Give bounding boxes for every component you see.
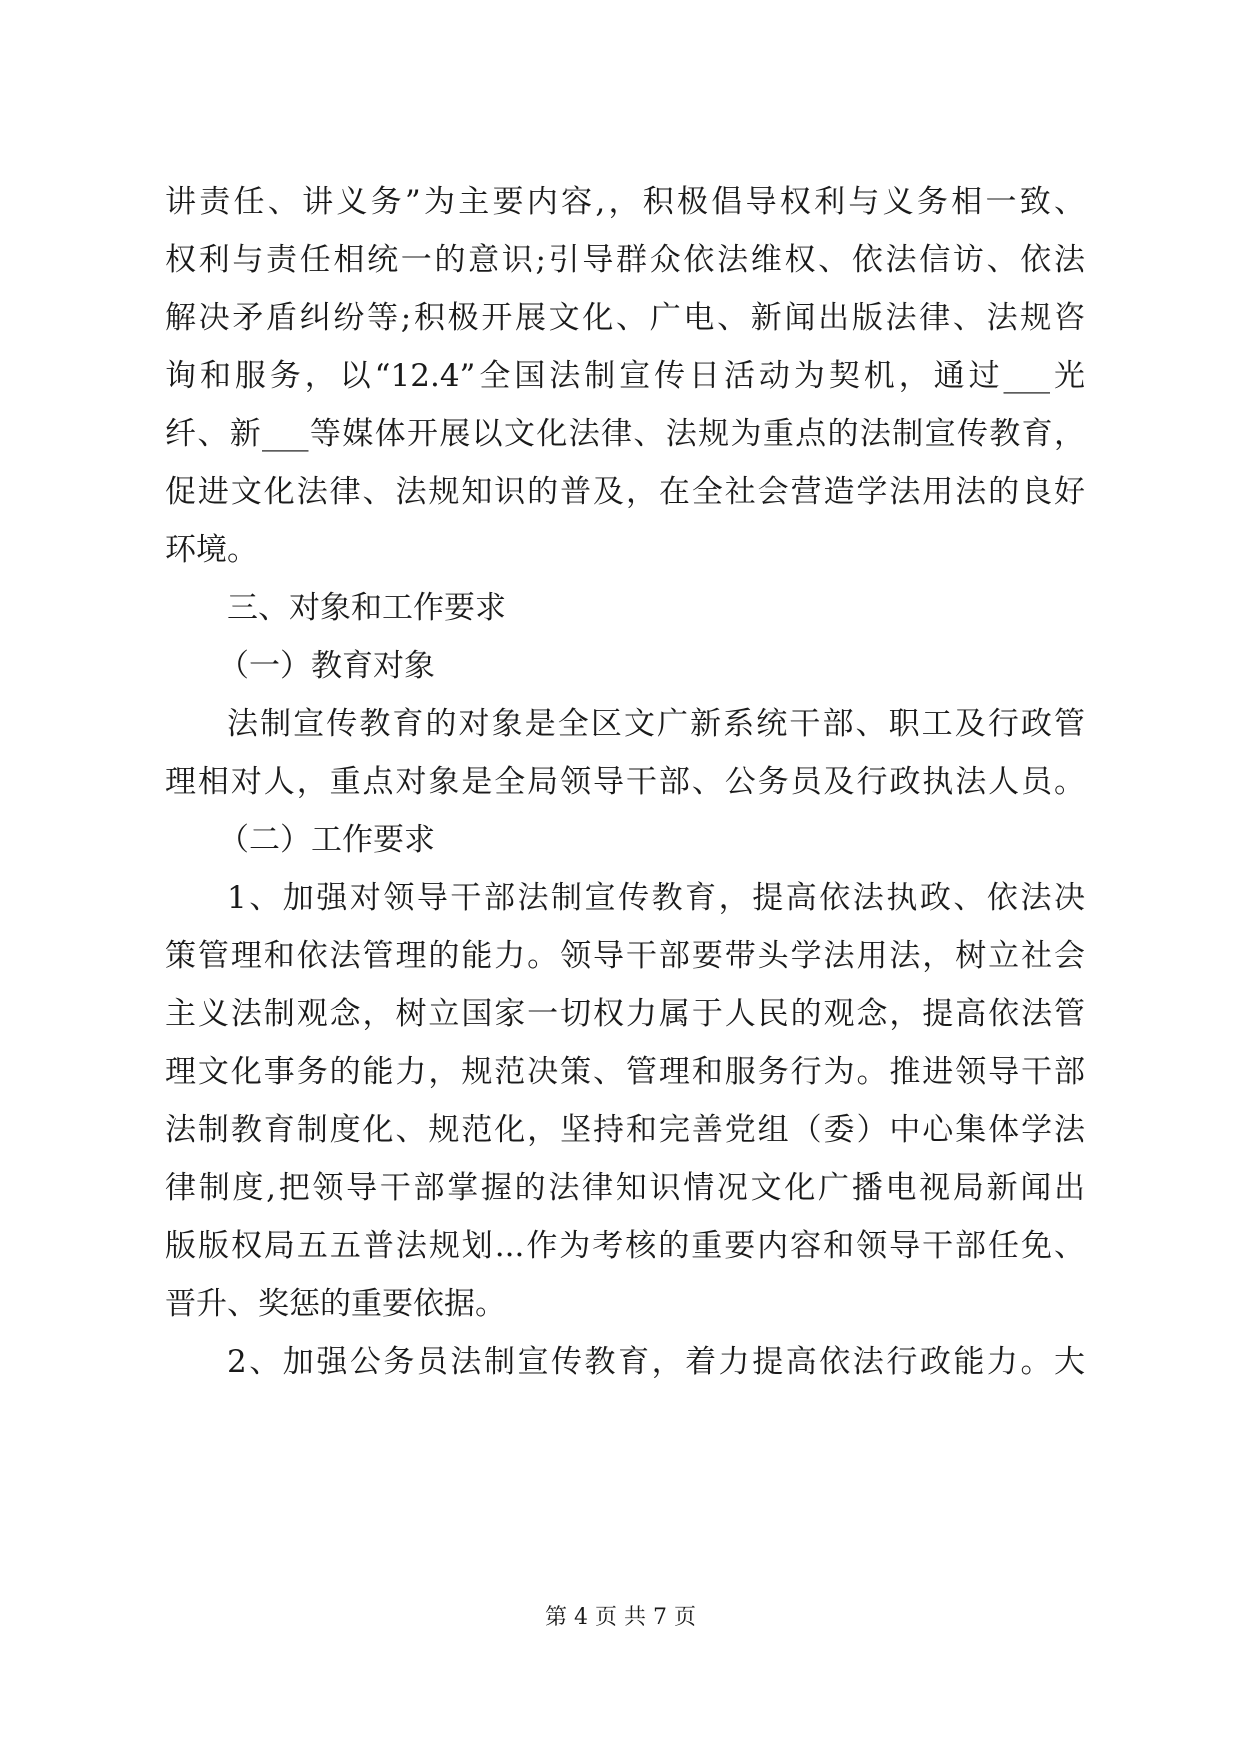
body-line-5: 纤、新___等媒体开展以文化法律、法规为重点的法制宣传教育， [165, 416, 1085, 452]
body-line-12: 主义法制观念，树立国家一切权力属于人民的观念，提高依法管 [165, 996, 1085, 1032]
page-number-footer: 第 4 页 共 7 页 [545, 1605, 696, 1630]
body-line-8: 法制宣传教育的对象是全区文广新系统干部、职工及行政管 [227, 706, 1085, 742]
body-line-13: 理文化事务的能力，规范决策、管理和服务行为。推进领导干部 [165, 1054, 1085, 1090]
body-line-17: 晋升、奖惩的重要依据。 [165, 1286, 506, 1322]
subsection-heading-1: （一）教育对象 [218, 648, 435, 684]
body-line-9: 理相对人，重点对象是全局领导干部、公务员及行政执法人员。 [165, 764, 1085, 800]
body-line-6: 促进文化法律、法规知识的普及，在全社会营造学法用法的良好 [165, 474, 1085, 510]
subsection-heading-2: （二）工作要求 [218, 822, 435, 858]
body-line-11: 策管理和依法管理的能力。领导干部要带头学法用法，树立社会 [165, 938, 1085, 974]
body-line-7: 环境。 [165, 532, 258, 568]
body-line-14: 法制教育制度化、规范化，坚持和完善党组（委）中心集体学法 [165, 1112, 1085, 1148]
body-line-18: 2、加强公务员法制宣传教育，着力提高依法行政能力。大 [227, 1344, 1085, 1380]
body-line-4: 询和服务，以“12.4”全国法制宣传日活动为契机，通过___光 [165, 358, 1085, 394]
body-line-3: 解决矛盾纠纷等;积极开展文化、广电、新闻出版法律、法规咨 [165, 300, 1085, 336]
body-line-10: 1、加强对领导干部法制宣传教育，提高依法执政、依法决 [227, 880, 1085, 916]
section-heading: 三、对象和工作要求 [227, 590, 506, 626]
body-line-2: 权利与责任相统一的意识;引导群众依法维权、依法信访、依法 [165, 242, 1085, 278]
body-line-16: 版版权局五五普法规划...作为考核的重要内容和领导干部任免、 [165, 1228, 1085, 1264]
body-line-15: 律制度,把领导干部掌握的法律知识情况文化广播电视局新闻出 [165, 1170, 1085, 1206]
body-line-1: 讲责任、讲义务”为主要内容,，积极倡导权利与义务相一致、 [165, 184, 1085, 220]
